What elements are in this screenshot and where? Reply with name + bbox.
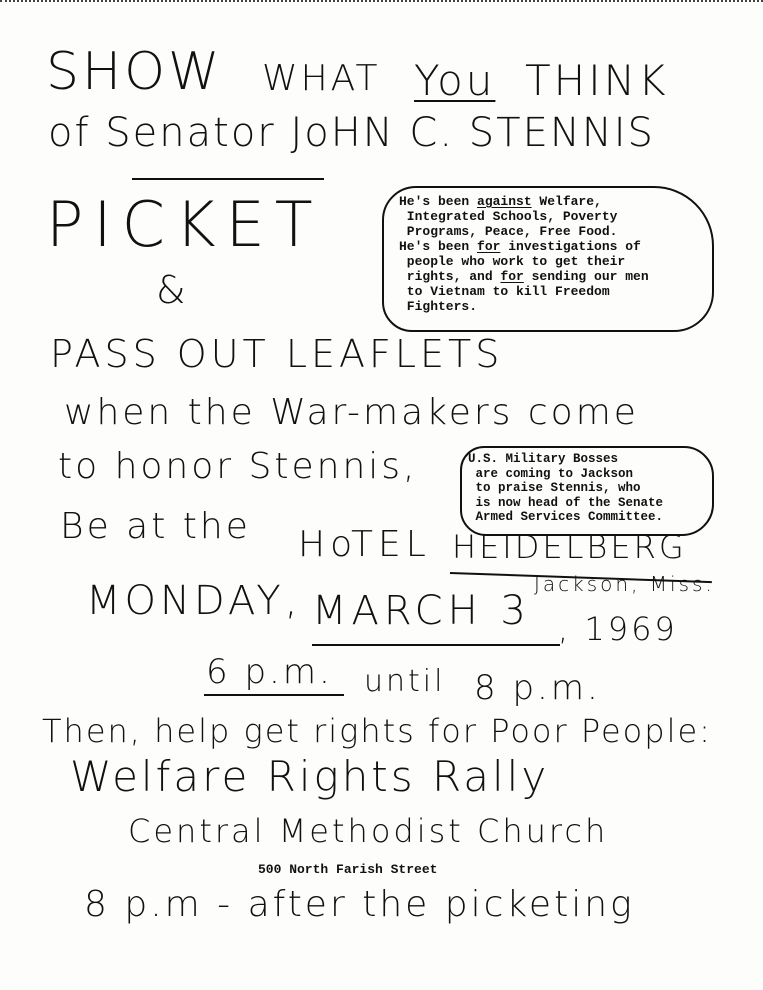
- record-text: [399, 194, 649, 314]
- military-line-2: are coming to Jackson: [468, 466, 634, 481]
- event-year: , 1969: [558, 610, 678, 648]
- headline-what: WHAT: [262, 58, 381, 99]
- record-line-4: He's been for investigations of: [399, 239, 641, 254]
- rally-address: 500 North Farish Street: [258, 862, 438, 877]
- pass-out-leaflets: PASS OUT LEAFLETS: [50, 332, 504, 376]
- record-line-7: to Vietnam to kill Freedom: [399, 284, 610, 299]
- headline-senator: of Senator JoHN C. STENNIS: [48, 110, 655, 156]
- divider-line: [132, 178, 324, 180]
- record-line-8: Fighters.: [399, 299, 478, 314]
- record-line-2: Integrated Schools, Poverty: [399, 209, 618, 224]
- ampersand: &: [156, 268, 189, 312]
- headline-show: SHOW: [46, 42, 223, 102]
- then-help: Then, help get rights for Poor People:: [42, 712, 712, 750]
- end-time: 8 p.m.: [474, 668, 601, 708]
- military-line-5: Armed Services Committee.: [468, 510, 664, 524]
- when-war-makers: when the War-makers come: [64, 392, 639, 433]
- event-date: MARCH 3: [312, 588, 531, 634]
- event-day: MONDAY,: [86, 578, 302, 624]
- rally-name: Welfare Rights Rally: [70, 752, 550, 801]
- headline-you: You: [414, 56, 496, 105]
- hotel-word: HoTEL: [298, 524, 431, 565]
- date-underline: [312, 644, 560, 646]
- start-time: 6 p.m.: [206, 652, 333, 692]
- be-at-the: Be at the: [60, 506, 251, 547]
- to-honor-stennis: to honor Stennis,: [58, 446, 418, 487]
- city-name: Jackson, Miss.: [534, 572, 715, 596]
- military-text: [468, 452, 663, 525]
- military-line-4: is now head of the Senate: [468, 495, 664, 510]
- military-line-1: U.S. Military Bosses: [468, 452, 619, 466]
- top-dotted-border: [0, 0, 763, 2]
- record-line-5: people who work to get their: [399, 254, 626, 269]
- record-line-1: He's been against Welfare,: [399, 194, 602, 209]
- hotel-name: HEIDELBERG: [452, 528, 687, 566]
- rally-venue: Central Methodist Church: [128, 812, 609, 850]
- rally-time: 8 p.m - after the picketing: [84, 884, 635, 925]
- record-line-3: Programs, Peace, Free Food.: [399, 224, 618, 239]
- start-time-underline: [204, 694, 344, 696]
- military-line-3: to praise Stennis, who: [468, 481, 641, 495]
- record-line-6: rights, and for sending our men: [399, 269, 649, 284]
- headline-think: THINK: [525, 56, 669, 105]
- until-word: until: [364, 664, 446, 699]
- picket-heading: PICKET: [46, 188, 323, 261]
